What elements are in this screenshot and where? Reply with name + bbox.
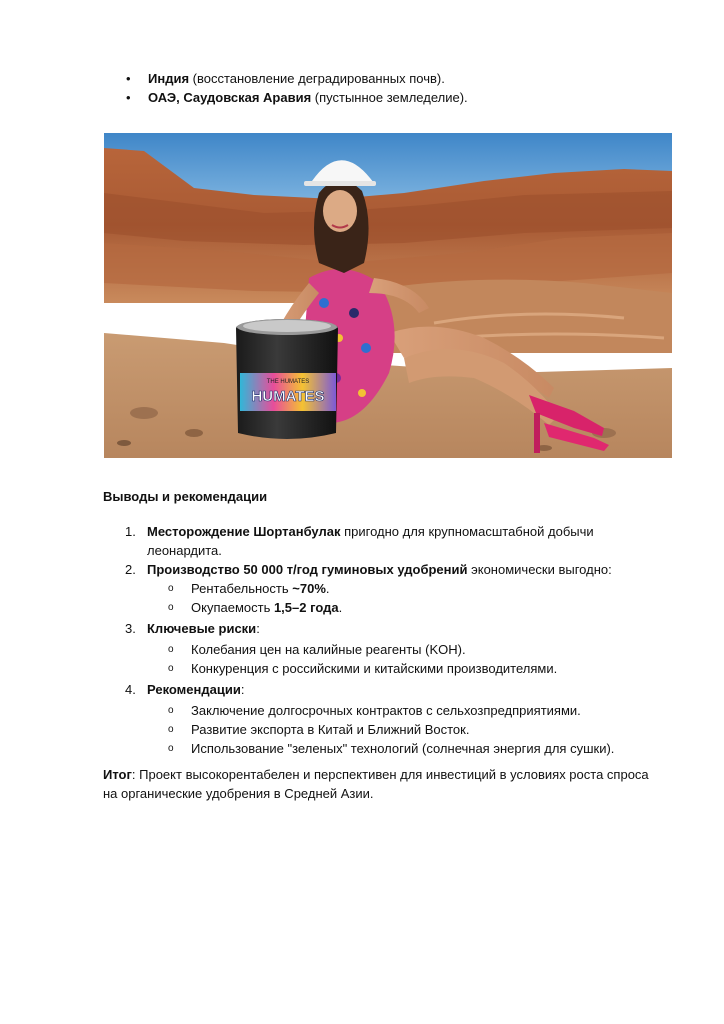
bullet-item-uae xyxy=(103,88,663,107)
sub-bullet-icon: o xyxy=(168,583,174,594)
bullet-bold: Индия xyxy=(148,71,190,86)
sublist-text: . xyxy=(325,581,330,596)
bucket-label: HUMATES xyxy=(251,388,325,405)
section-title: Выводы и рекомендации xyxy=(103,489,268,504)
list-number: 4. xyxy=(125,682,136,697)
sublist-item xyxy=(103,598,663,617)
list-item-text: : xyxy=(256,621,260,636)
bullet-bold: ОАЭ, Саудовская Аравия xyxy=(148,90,312,105)
bullet-text: (пустынное земледелие). xyxy=(311,90,468,105)
bucket-top-label: THE HUMATES xyxy=(266,379,310,385)
sublist-text: Окупаемость xyxy=(191,600,274,615)
sub-bullet-icon: o xyxy=(168,663,174,674)
sub-bullet-icon: o xyxy=(168,644,174,655)
sublist-3 xyxy=(103,640,663,678)
summary-paragraph xyxy=(103,765,663,803)
bullet-icon: • xyxy=(126,71,131,86)
sublist-item xyxy=(103,659,663,678)
list-number: 1. xyxy=(125,524,136,539)
sublist-bold: ~70% xyxy=(292,581,326,596)
list-item-1 xyxy=(103,522,663,560)
sublist-item xyxy=(103,701,663,720)
list-item-3 xyxy=(103,619,663,638)
list-item-text: пригодно для крупномасштабной добычи леонардита. xyxy=(147,524,594,558)
summary-text: : Проект высокорентабелен и перспективен для инвестиций в условиях роста спроса на органические удобрения в Средней Азии. xyxy=(103,767,649,801)
bullet-icon: • xyxy=(126,90,131,105)
sublist-text: Колебания цен на калийные реагенты (KOH). xyxy=(191,642,466,657)
list-item-text: : xyxy=(240,682,245,697)
sublist-text: Развитие экспорта в Китай и Ближний Восток. xyxy=(191,722,470,737)
sub-bullet-icon: o xyxy=(168,724,174,735)
sublist-2 xyxy=(103,579,663,617)
list-item-bold: Месторождение Шортанбулак xyxy=(147,524,341,539)
summary-bold: Итог xyxy=(103,767,132,782)
sublist-text: Рентабельность xyxy=(191,581,293,596)
list-number: 2. xyxy=(125,562,136,577)
sublist-item xyxy=(103,720,663,739)
sublist-bold: 1,5–2 года xyxy=(273,600,339,615)
sublist-text: Заключение долгосрочных контрактов с сельхозпредприятиями. xyxy=(191,703,581,718)
bullet-item-india xyxy=(103,69,663,88)
sublist-item xyxy=(103,579,663,598)
sub-bullet-icon: o xyxy=(168,602,174,613)
sublist-4 xyxy=(103,701,663,758)
sub-bullet-icon: o xyxy=(168,705,174,716)
list-item-2 xyxy=(103,560,663,579)
sublist-text: Конкуренция с российскими и китайскими производителями. xyxy=(191,661,558,676)
sub-bullet-icon: o xyxy=(168,743,174,754)
list-item-bold: Ключевые риски xyxy=(147,621,257,636)
quarry-photo xyxy=(104,133,672,458)
list-item-4 xyxy=(103,680,663,699)
sublist-item xyxy=(103,739,663,758)
sublist-text: . xyxy=(338,600,343,615)
sublist-text: Использование "зеленых" технологий (солнечная энергия для сушки). xyxy=(191,741,615,756)
recommendations-list xyxy=(103,522,663,760)
sublist-item xyxy=(103,640,663,659)
top-bullet-list xyxy=(103,69,663,107)
list-number: 3. xyxy=(125,621,136,636)
list-item-bold: Производство 50 000 т/год гуминовых удобрений xyxy=(147,562,468,577)
bullet-text: (восстановление деградированных почв). xyxy=(189,71,445,86)
list-item-text: экономически выгодно: xyxy=(467,562,612,577)
list-item-bold: Рекомендации xyxy=(147,682,241,697)
